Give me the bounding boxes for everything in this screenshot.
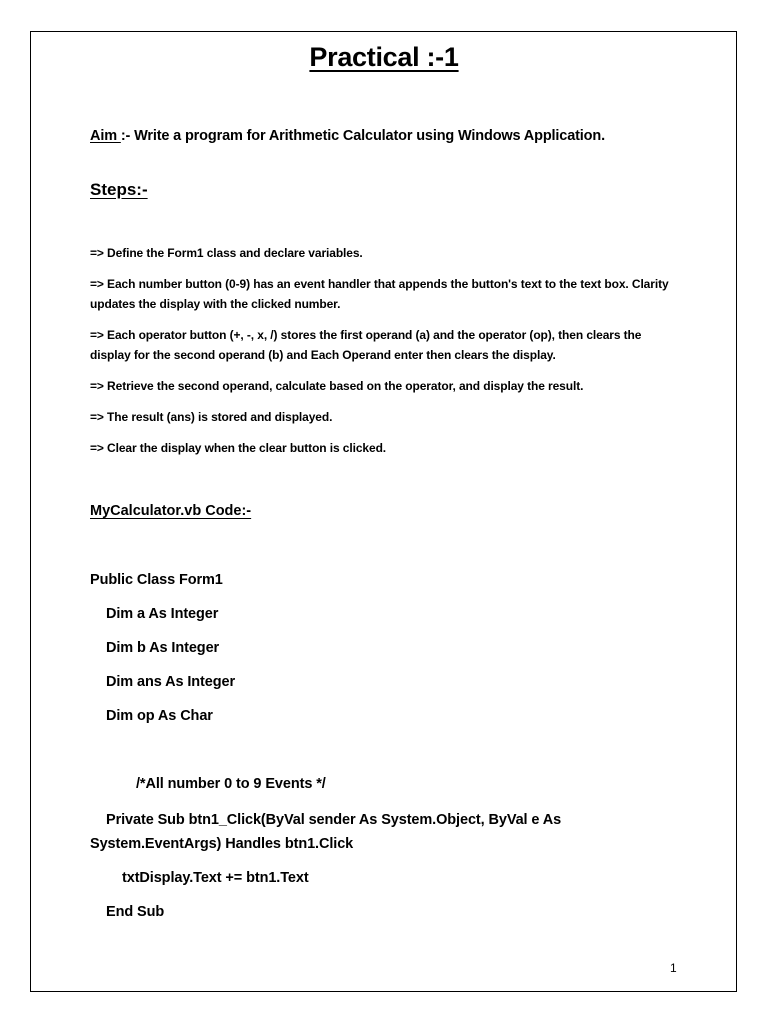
code-line: Dim ans As Integer: [106, 674, 236, 690]
step-item: => Define the Form1 class and declare variables.: [90, 246, 363, 260]
page-number: 1: [670, 961, 677, 975]
code-line: txtDisplay.Text += btn1.Text: [122, 870, 309, 886]
aim-text: :- Write a program for Arithmetic Calculator using Windows Application.: [120, 128, 605, 144]
step-item: => Each operator button (+, -, x, /) stores the first operand (a) and the operator (op), then clears the display for the second operand (b) and Each Operand enter then clears the display.: [90, 328, 642, 362]
page-title: Practical :-1: [309, 42, 459, 72]
step-item: => Each number button (0-9) has an event handler that appends the button's text to the text box. Clarity updates the display with the clicked number.: [90, 277, 669, 311]
code-line: Dim op As Char: [106, 708, 213, 724]
aim-label: Aim: [90, 128, 121, 144]
step-item: => The result (ans) is stored and displayed.: [90, 410, 333, 424]
code-heading: MyCalculator.vb Code:-: [90, 503, 252, 519]
step-item: => Clear the display when the clear button is clicked.: [90, 441, 387, 455]
code-line: Public Class Form1: [90, 572, 223, 588]
step-item: => Retrieve the second operand, calculate based on the operator, and display the result.: [90, 379, 584, 393]
code-comment: /*All number 0 to 9 Events */: [136, 776, 326, 792]
aim-statement: [90, 128, 680, 144]
code-line: Private Sub btn1_Click(ByVal sender As System.Object, ByVal e As System.EventArgs) Handles btn1.Click: [90, 812, 562, 852]
code-line: Dim b As Integer: [106, 640, 220, 656]
code-line: Dim a As Integer: [106, 606, 219, 622]
steps-heading: Steps:-: [90, 180, 148, 199]
code-line: End Sub: [106, 904, 165, 920]
